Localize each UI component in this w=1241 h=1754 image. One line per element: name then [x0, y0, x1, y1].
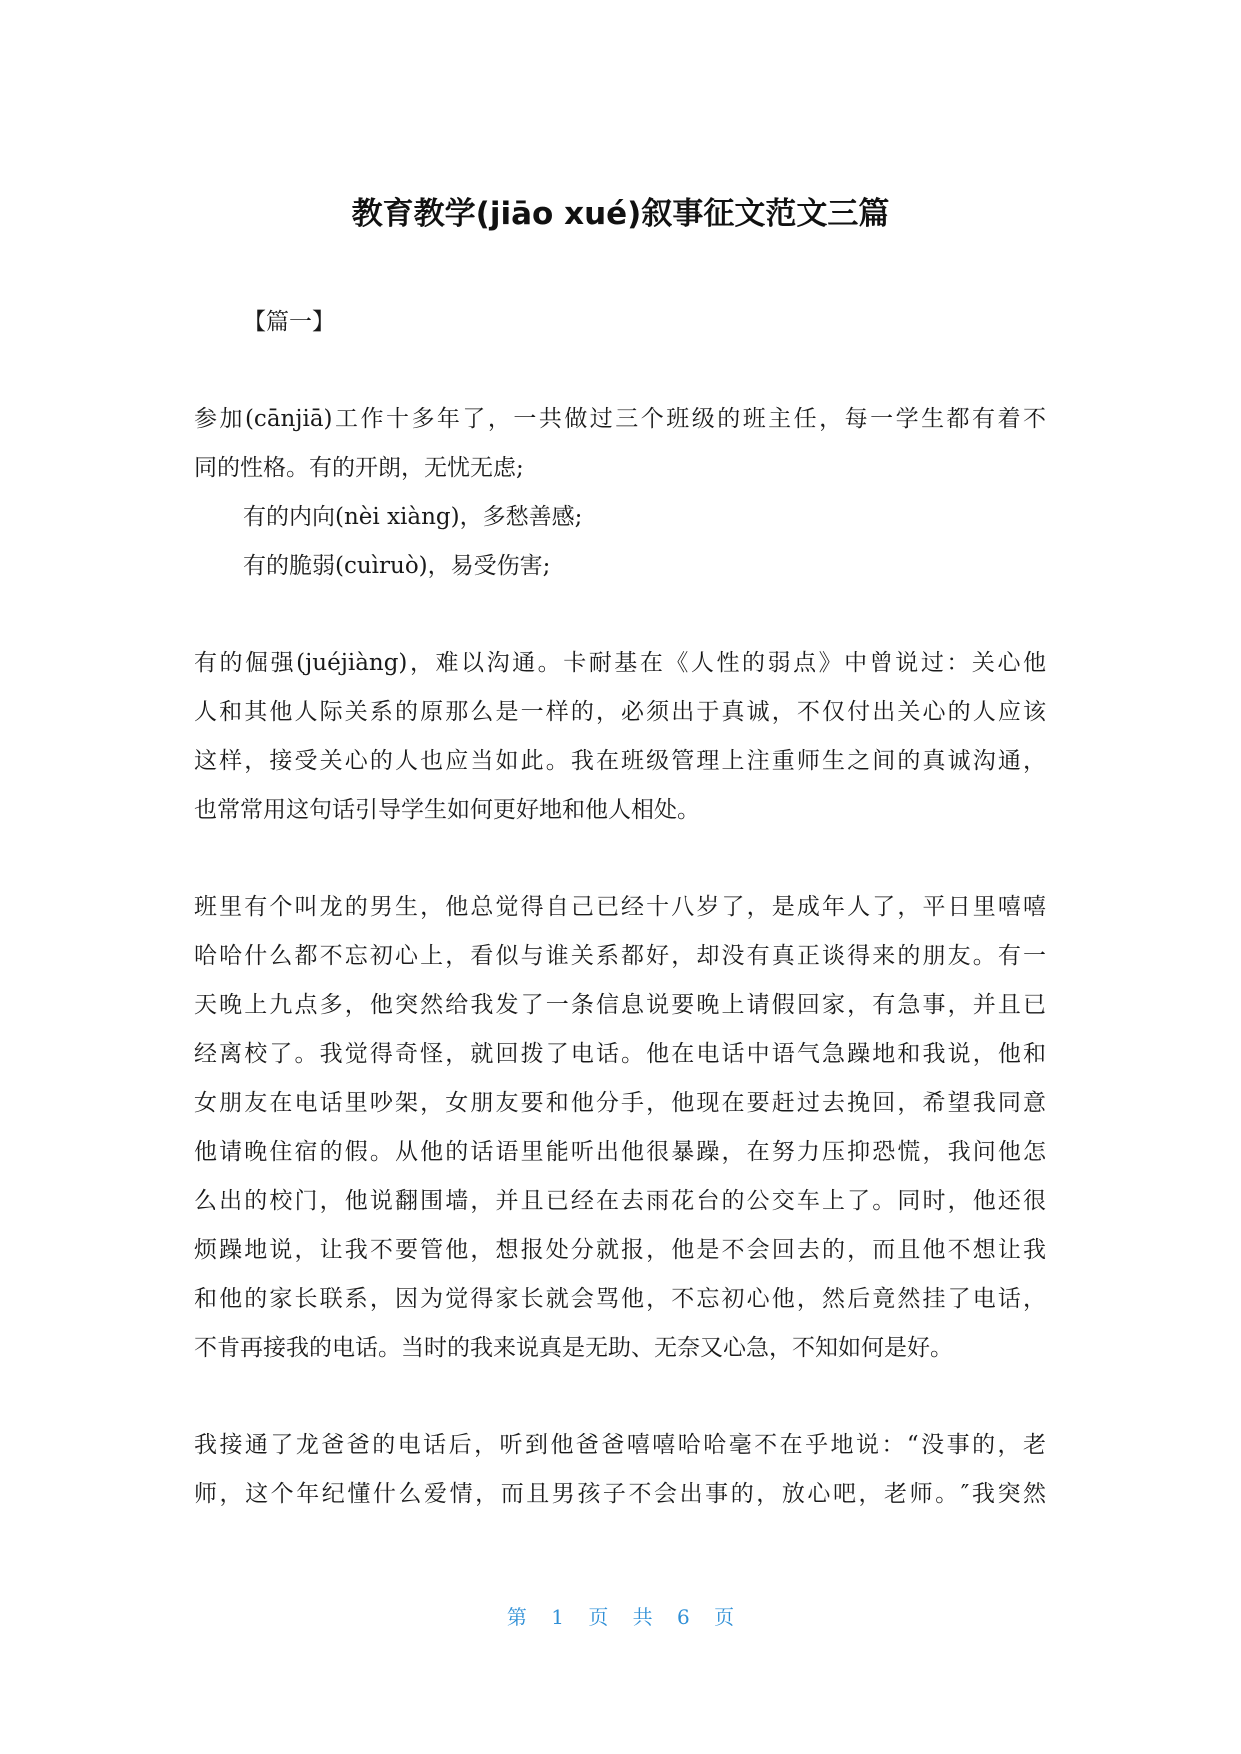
footer-total-number: 6: [677, 1605, 690, 1629]
paragraph-line: 烦躁地说，让我不要管他，想报处分就报，他是不会回去的，而且他不想让我: [194, 1237, 1046, 1263]
paragraph-line: 有的内向(nèi xiàng)，多愁善感;: [243, 504, 583, 530]
paragraph-line: 么出的校门，他说翻围墙，并且已经在去雨花台的公交车上了。同时，他还很: [194, 1188, 1046, 1214]
paragraph-line: 这样，接受关心的人也应当如此。我在班级管理上注重师生之间的真诚沟通，: [194, 748, 1046, 774]
paragraph-line: 我接通了龙爸爸的电话后，听到他爸爸嘻嘻哈哈毫不在乎地说：“没事的，老: [194, 1432, 1046, 1458]
footer-page-number: 1: [551, 1605, 564, 1629]
document-title: 教育教学(jiāo xué)叙事征文范文三篇: [351, 196, 890, 232]
page-footer: [0, 1603, 1241, 1631]
paragraph-line: 师，这个年纪懂什么爱情，而且男孩子不会出事的，放心吧，老师。″我突然: [194, 1481, 1046, 1507]
paragraph-line: 他请晚住宿的假。从他的话语里能听出他很暴躁，在努力压抑恐慌，我问他怎: [194, 1139, 1046, 1165]
footer-page-suffix: 页: [588, 1605, 609, 1629]
paragraph-line: 女朋友在电话里吵架，女朋友要和他分手，他现在要赶过去挽回，希望我同意: [194, 1090, 1046, 1116]
paragraph-line: 人和其他人际关系的原那么是一样的，必须出于真诚，不仅付出关心的人应该: [194, 699, 1046, 725]
paragraph-line: 不肯再接我的电话。当时的我来说真是无助、无奈又心急，不知如何是好。: [194, 1335, 953, 1361]
paragraph-line: 也常常用这句话引导学生如何更好地和他人相处。: [194, 797, 700, 823]
paragraph-line: 同的性格。有的开朗，无忧无虑;: [194, 455, 524, 481]
paragraph-line: 和他的家长联系，因为觉得家长就会骂他，不忘初心他，然后竟然挂了电话，: [194, 1286, 1046, 1312]
paragraph-line: 哈哈什么都不忘初心上，看似与谁关系都好，却没有真正谈得来的朋友。有一: [194, 943, 1046, 969]
footer-total-word: 共: [632, 1605, 653, 1629]
paragraph-line: 参加(cānjiā)工作十多年了，一共做过三个班级的班主任，每一学生都有着不: [194, 406, 1046, 432]
paragraph-line: 天晚上九点多，他突然给我发了一条信息说要晚上请假回家，有急事，并且已: [194, 992, 1046, 1018]
paragraph-line: 经离校了。我觉得奇怪，就回拨了电话。他在电话中语气急躁地和我说，他和: [194, 1041, 1046, 1067]
paragraph-line: 班里有个叫龙的男生，他总觉得自己已经十八岁了，是成年人了，平日里嘻嘻: [194, 894, 1046, 920]
paragraph-line: 有的脆弱(cuìruò)，易受伤害;: [243, 553, 551, 579]
section-label: 【篇一】: [243, 309, 335, 335]
footer-page-word: 第: [506, 1605, 527, 1629]
paragraph-line: 有的倔强(juéjiàng)，难以沟通。卡耐基在《人性的弱点》中曾说过：关心他: [194, 650, 1046, 676]
footer-total-suffix: 页: [714, 1605, 735, 1629]
